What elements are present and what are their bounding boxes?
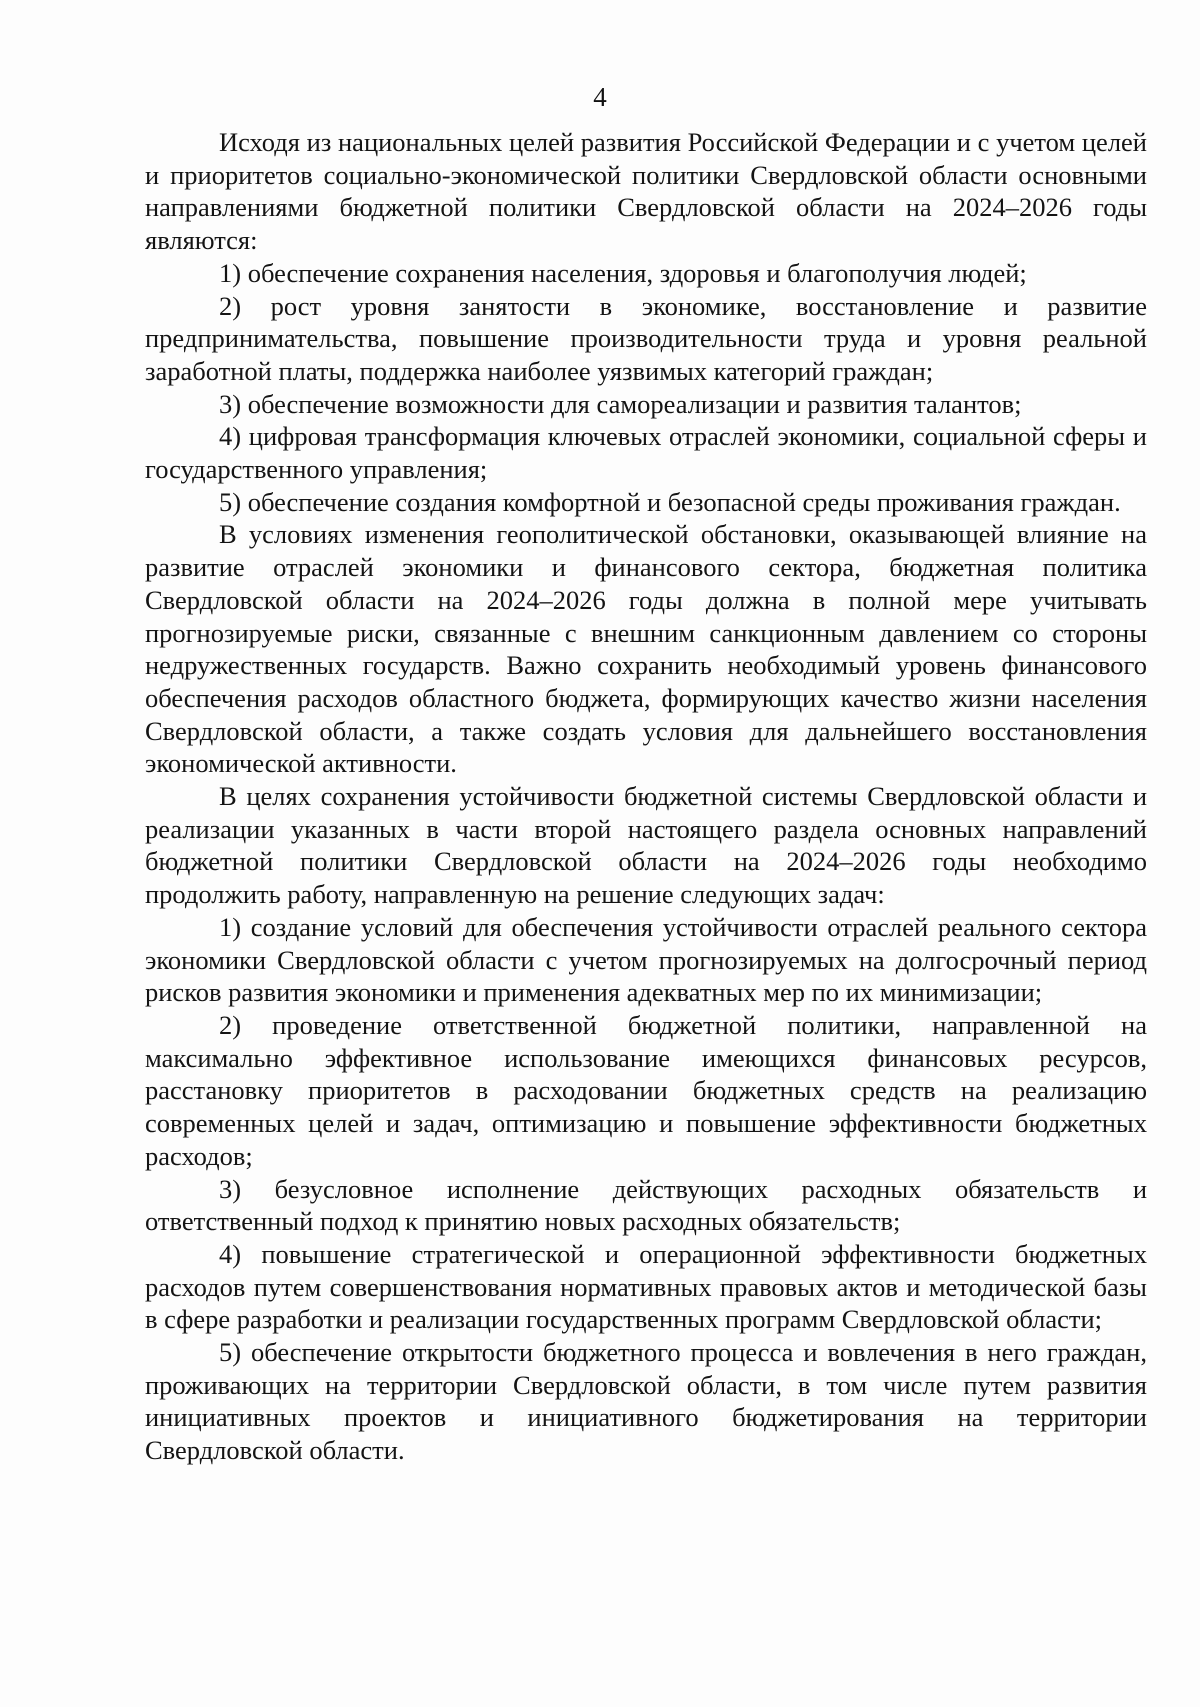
paragraph-task-4: 4) повышение стратегической и операционной эффективности бюджетных расходов путем совершенствования нормативных правовых актов и методической базы в сфере разработки и реализации государственных программ Свердловской области; [145, 1238, 1147, 1335]
paragraph-direction-5: 5) обеспечение создания комфортной и безопасной среды проживания граждан. [219, 486, 1121, 517]
document-body [145, 126, 1147, 1467]
paragraph-task-5: 5) обеспечение открытости бюджетного процесса и вовлечения в него граждан, проживающих на территории Свердловской области, в том числе путем развития инициативных проектов и инициативного бюджетирования на территории Свердловской области. [145, 1337, 1147, 1466]
paragraph-direction-4: 4) цифровая трансформация ключевых отраслей экономики, социальной сферы и государственного управления; [145, 421, 1147, 485]
paragraph-direction-1: 1) обеспечение сохранения населения, здоровья и благополучия людей; [219, 257, 1027, 288]
paragraph-task-3: 3) безусловное исполнение действующих расходных обязательств и ответственный подход к принятию новых расходных обязательств; [145, 1173, 1147, 1237]
paragraph-tasks-intro: В целях сохранения устойчивости бюджетной системы Свердловской области и реализации указанных в части второй настоящего раздела основных направлений бюджетной политики Свердловской области на 2024–2026 годы необходимо продолжить работу, направленную на решение следующих задач: [145, 781, 1147, 910]
paragraph-direction-3: 3) обеспечение возможности для самореализации и развития талантов; [219, 388, 1022, 419]
paragraph-task-2: 2) проведение ответственной бюджетной политики, направленной на максимально эффективное использование имеющихся финансовых ресурсов, расстановку приоритетов в расходовании бюджетных средств на реализацию современных целей и задач, оптимизацию и повышение эффективности бюджетных расходов; [145, 1009, 1147, 1171]
page-number: 4 [593, 82, 607, 112]
paragraph-direction-2: 2) рост уровня занятости в экономике, восстановление и развитие предпринимательства, повышение производительности труда и уровня реальной заработной платы, поддержка наиболее уязвимых категорий граждан; [145, 290, 1147, 386]
paragraph-task-1: 1) создание условий для обеспечения устойчивости отраслей реального сектора экономики Свердловской области с учетом прогнозируемых на долгосрочный период рисков развития экономики и применения адекватных мер по их минимизации; [145, 911, 1147, 1008]
paragraph-geopolitical-conditions: В условиях изменения геополитической обстановки, оказывающей влияние на развитие отраслей экономики и финансового сектора, бюджетная политика Свердловской области на 2024–2026 годы должна в полной мере учитывать прогнозируемые риски, связанные с внешним санкционным давлением со стороны недружественных государств. Важно сохранить необходимый уровень финансового обеспечения расходов областного бюджета, формирующих качество жизни населения Свердловской области, а также создать условия для дальнейшего восстановления экономической активности. [145, 519, 1147, 779]
paragraph-intro: Исходя из национальных целей развития Российской Федерации и с учетом целей и приоритетов социально-экономической политики Свердловской области основными направлениями бюджетной политики Свердловской области на 2024–2026 годы являются: [145, 127, 1147, 256]
